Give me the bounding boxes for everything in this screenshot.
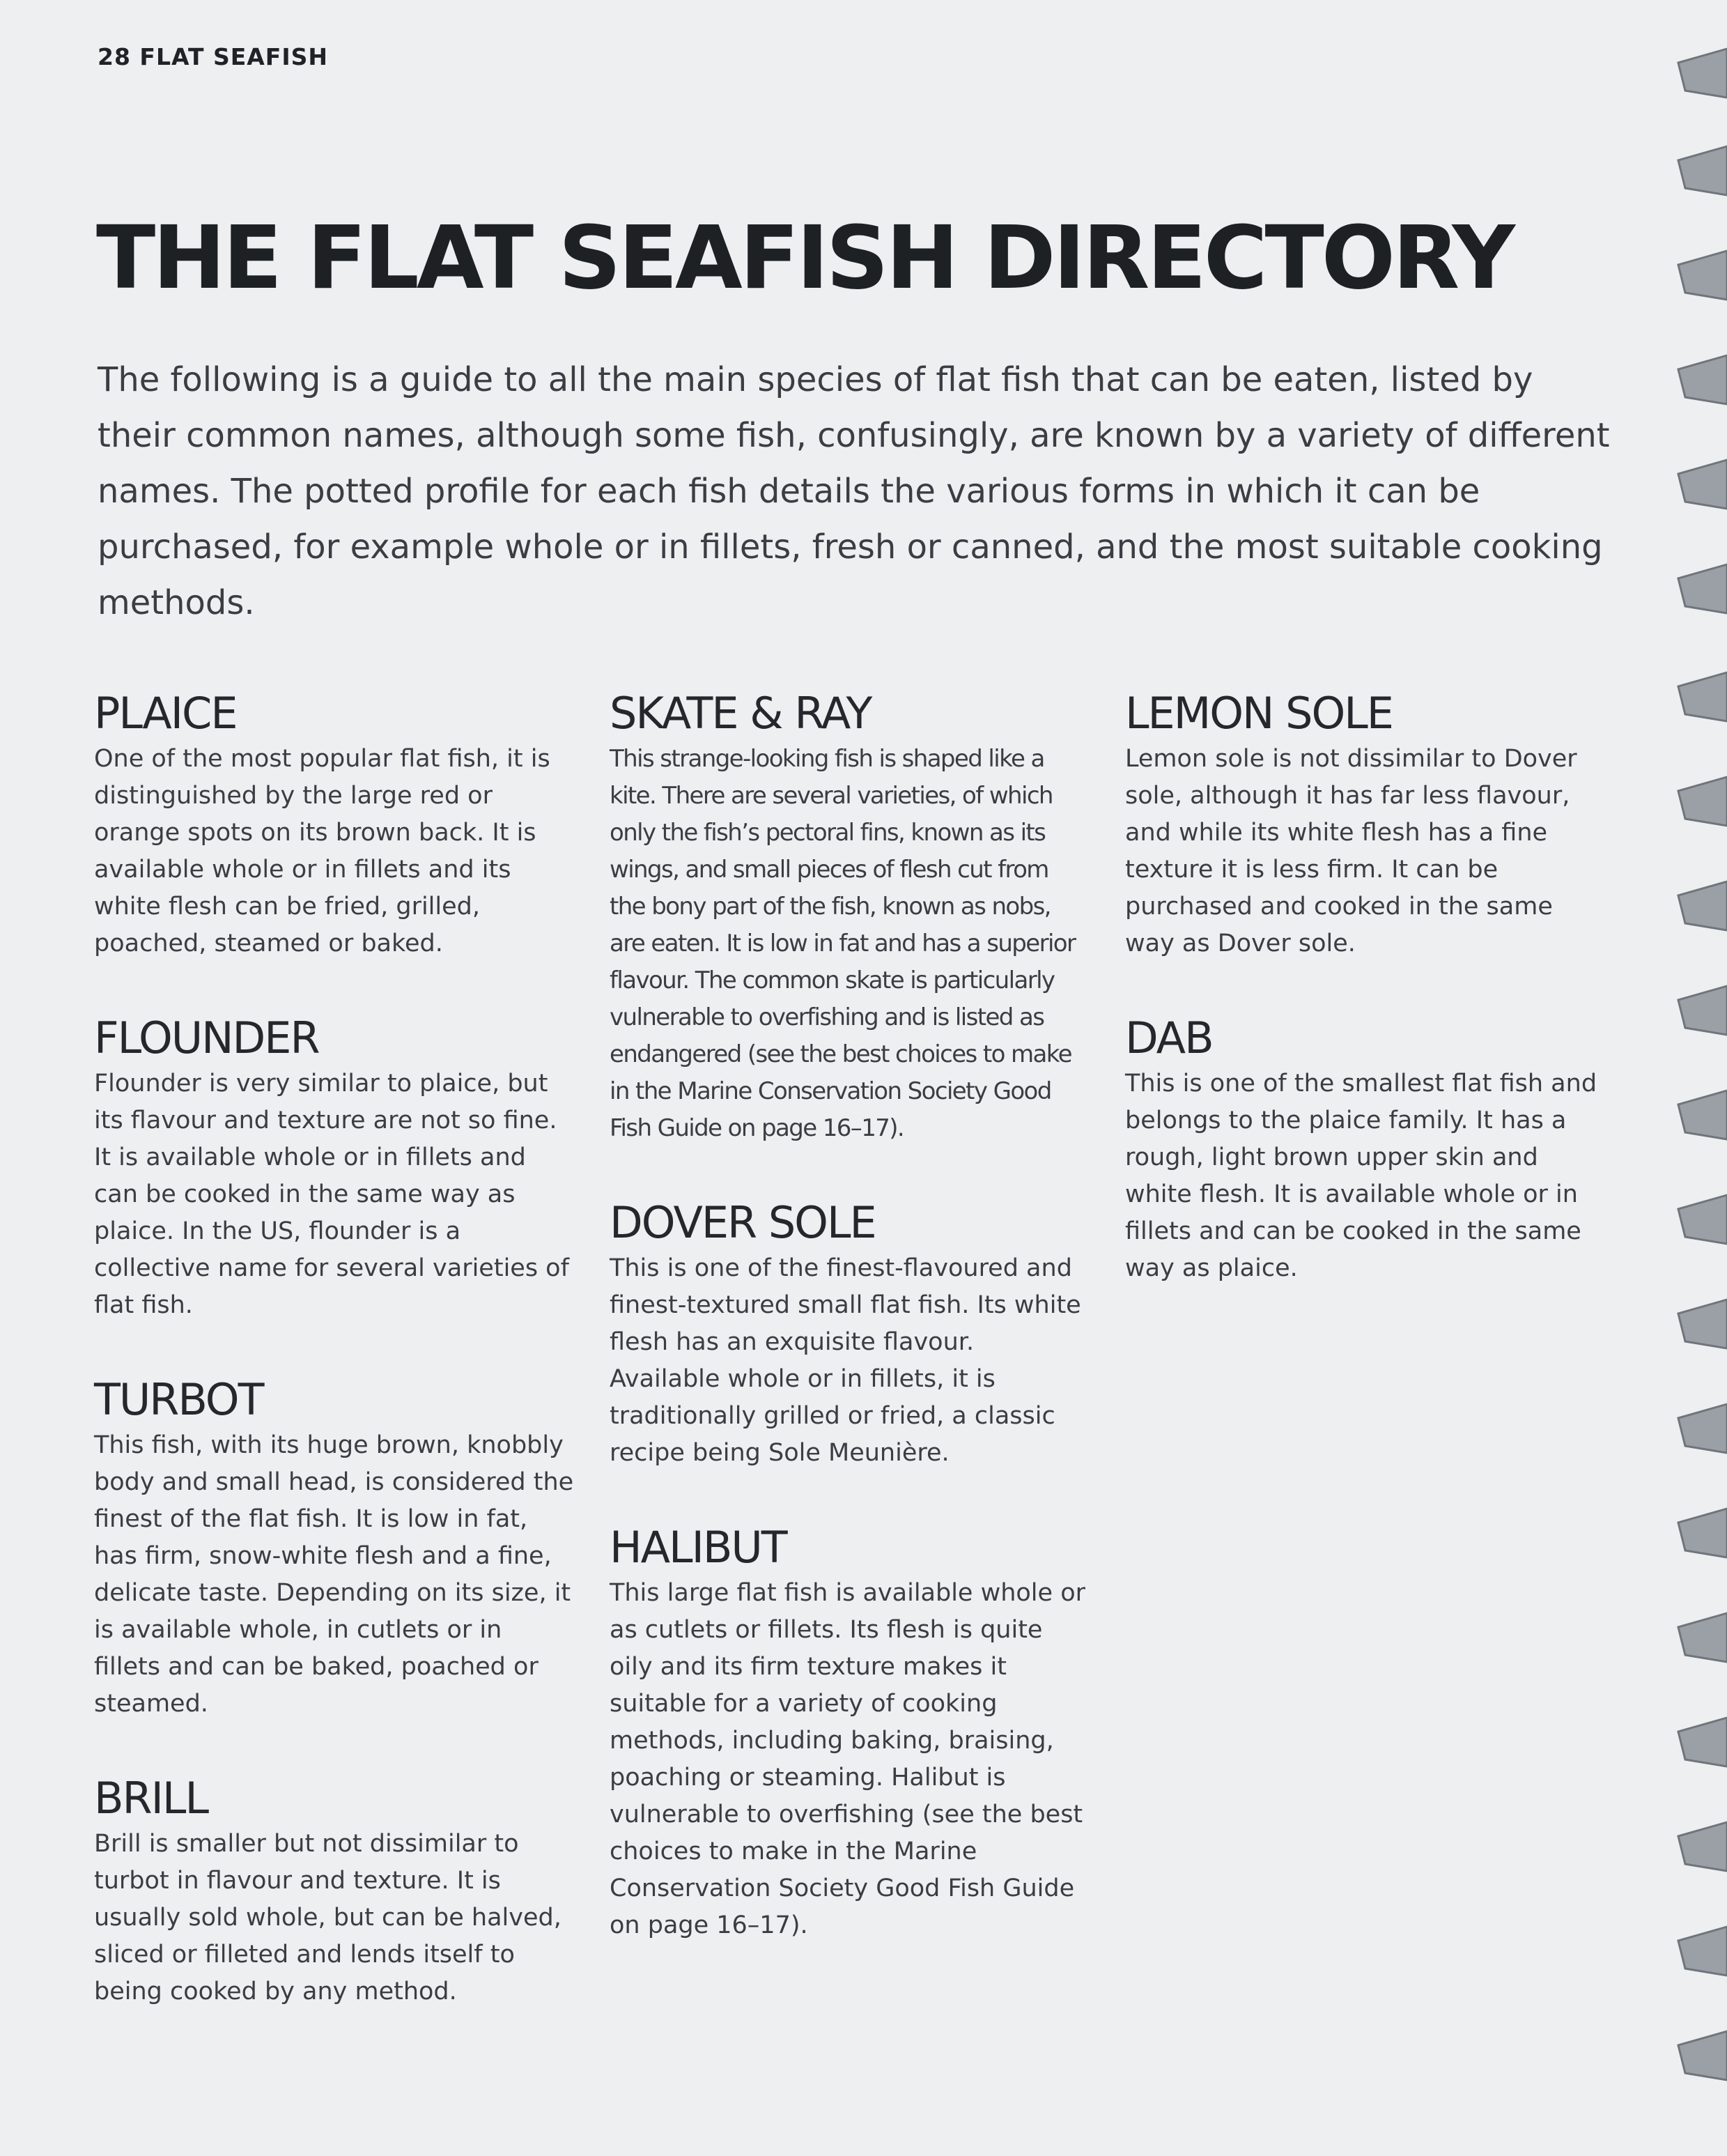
intro-paragraph: The following is a guide to all the main species of flat fish that can be eaten, listed by their common names, although some fish, confusingly, are known by a variety of different names. The potted profile for each fish details the various forms in which it can be purchased, for example whole or in fillets, fresh or canned, and the most suitable cooking methods. <box>98 360 1610 622</box>
column-1 <box>94 686 575 2059</box>
entry-heading: PLAICE <box>94 688 237 739</box>
page-title: THE FLAT SEAFISH DIRECTORY <box>96 208 1512 309</box>
entry-heading: SKATE & RAY <box>610 688 872 739</box>
entry-text: One of the most popular flat fish, it is distinguished by the large red or orange spots on its brown back. It is available whole or in fillets and its white flesh can be fried, grilled, poached, steamed or baked. <box>94 745 550 957</box>
spiral-binding-icon <box>1664 0 1727 2156</box>
entry-heading: BRILL <box>94 1773 208 1824</box>
entry-text: This fish, with its huge brown, knobbly body and small head, is considered the finest of the flat fish. It is low in fat, has firm, snow-white flesh and a fine, delicate taste. Depending on its size, it is available whole, in cutlets or in fillets and can be baked, poached or steamed. <box>94 1431 574 1718</box>
entry-heading: FLOUNDER <box>94 1012 319 1063</box>
entry-text: This is one of the finest-flavoured and finest-textured small flat fish. Its white flesh has an exquisite flavour. Available whole or in fillets, it is traditionally grilled or fried, a classic recipe being Sole Meunière. <box>610 1254 1081 1467</box>
running-head: 28 FLAT SEAFISH <box>98 43 329 70</box>
entry-turbot <box>94 1373 575 1723</box>
entry-text: This strange-looking fish is shaped like a kite. There are several varieties, of which only the fish’s pectoral fins, known as its wings, and small pieces of flesh cut from the bony part of the fish, known as nobs, are eaten. It is low in fat and has a superior flavour. The common skate is particularly vulnerable to overfishing and is listed as endangered (see the best choices to make in the Marine Conservation Society Good Fish Guide on page 16–17). <box>610 745 1076 1142</box>
entry-text: Lemon sole is not dissimilar to Dover sole, although it has far less flavour, and while its white flesh has a fine texture it is less firm. It can be purchased and cooked in the same way as Dover sole. <box>1125 745 1577 957</box>
entry-heading: LEMON SOLE <box>1125 688 1393 739</box>
entry-skate-ray <box>610 686 1090 1147</box>
entry-brill <box>94 1771 575 2010</box>
column-3 <box>1125 686 1606 1336</box>
entry-heading: TURBOT <box>94 1374 263 1425</box>
entry-text: Brill is smaller but not dissimilar to turbot in flavour and texture. It is usually sold whole, but can be halved, sliced or filleted and lends itself to being cooked by any method. <box>94 1830 562 2005</box>
entry-flounder <box>94 1011 575 1324</box>
entry-dover-sole <box>610 1196 1090 1472</box>
entry-heading: DOVER SOLE <box>610 1197 876 1248</box>
column-2 <box>610 686 1090 1993</box>
entry-text: Flounder is very similar to plaice, but its flavour and texture are not so fine. It is available whole or in fillets and can be cooked in the same way as plaice. In the US, flounder is a collective name for several varieties of flat fish. <box>94 1070 569 1319</box>
entry-dab <box>1125 1011 1606 1287</box>
entry-halibut <box>610 1520 1090 1944</box>
entry-plaice <box>94 686 575 962</box>
entry-heading: DAB <box>1125 1012 1213 1063</box>
entry-lemon-sole <box>1125 686 1606 962</box>
entry-text: This is one of the smallest flat fish and belongs to the plaice family. It has a rough, light brown upper skin and white flesh. It is available whole or in fillets and can be cooked in the same way as plaice. <box>1125 1070 1597 1282</box>
entry-heading: HALIBUT <box>610 1522 787 1573</box>
entry-text: This large flat fish is available whole or as cutlets or fillets. Its flesh is quite oily and its firm texture makes it suitable for a variety of cooking methods, including baking, braising, poaching or steaming. Halibut is vulnerable to overfishing (see the best choices to make in the Marine Conservation Society Good Fish Guide on page 16–17). <box>610 1579 1085 1939</box>
